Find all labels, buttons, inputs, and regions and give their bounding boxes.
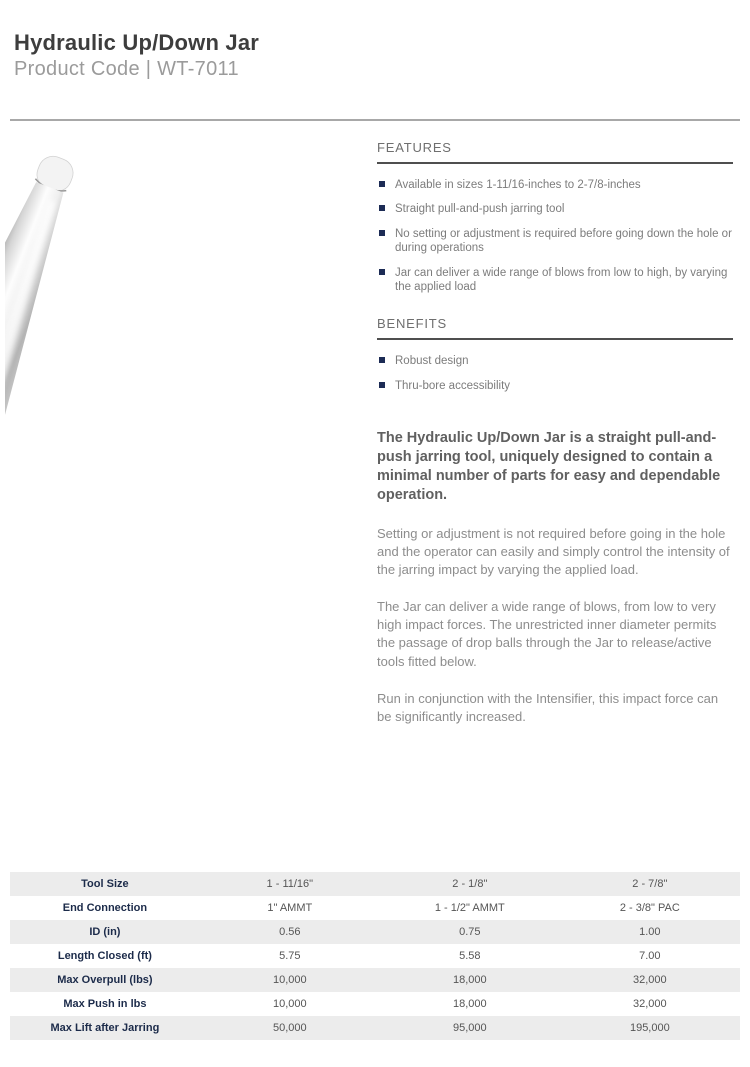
spec-value: 2 - 3/8" PAC — [619, 902, 680, 914]
page-title: Hydraulic Up/Down Jar — [14, 30, 260, 55]
table-row — [10, 992, 740, 1016]
benefit-text: Robust design — [395, 355, 469, 368]
spec-label: Max Push in lbs — [63, 998, 147, 1010]
features-heading: FEATURES — [377, 140, 733, 164]
benefits-heading: BENEFITS — [377, 316, 733, 340]
table-row — [10, 1016, 740, 1040]
feature-text: Available in sizes 1-11/16-inches to 2-7/8-inches — [395, 179, 641, 191]
table-row — [10, 944, 740, 968]
description-paragraph: Setting or adjustment is not required before going in the hole and the operator can easily and simply control the intensity of the jarring impact by varying the applied load. — [377, 525, 730, 577]
bullet-square-icon — [379, 269, 385, 275]
spec-value: 2 - 7/8" — [632, 878, 668, 890]
spec-label: Max Lift after Jarring — [50, 1022, 160, 1034]
bullet-square-icon — [379, 205, 385, 211]
spec-value: 32,000 — [633, 974, 667, 986]
feature-text: No setting or adjustment is required before going down the hole or during operations — [395, 227, 732, 255]
feature-text: Jar can deliver a wide range of blows from low to high, by varying the applied load — [395, 266, 728, 293]
product-image — [5, 132, 365, 752]
spec-value: 18,000 — [452, 998, 487, 1010]
bullet-square-icon — [379, 230, 385, 236]
bullet-square-icon — [379, 382, 385, 388]
spec-value: 0.75 — [459, 926, 481, 938]
spec-value: 32,000 — [633, 998, 667, 1010]
list-item — [377, 178, 733, 192]
table-row — [10, 872, 740, 896]
list-item — [377, 354, 733, 368]
table-row — [10, 896, 740, 920]
spec-value: 1 - 1/2" AMMT — [434, 902, 505, 914]
benefit-text: Thru-bore accessibility — [395, 379, 511, 392]
bullet-square-icon — [379, 181, 385, 187]
content-column — [377, 140, 733, 726]
jar-tool-render — [5, 140, 108, 729]
spec-value: 10,000 — [272, 998, 307, 1010]
bullet-square-icon — [379, 357, 385, 363]
list-item — [377, 227, 733, 256]
spec-value: 1.00 — [639, 926, 661, 938]
spec-label: Length Closed (ft) — [57, 950, 152, 962]
spec-value: 1" AMMT — [267, 902, 313, 914]
spec-value: 5.58 — [459, 950, 481, 962]
spec-value: 5.75 — [279, 950, 301, 962]
spec-value: 7.00 — [639, 950, 661, 962]
spec-value: 0.56 — [279, 926, 301, 938]
benefits-list — [377, 354, 733, 393]
table-row — [10, 968, 740, 992]
spec-value: 1 - 11/16" — [266, 878, 314, 890]
spec-value: 50,000 — [272, 1022, 307, 1034]
spec-value: 2 - 1/8" — [452, 878, 488, 890]
spec-table — [10, 872, 740, 1040]
spec-label: ID (in) — [89, 926, 121, 938]
list-item — [377, 379, 733, 393]
description-paragraph: The Jar can deliver a wide range of blows, from low to very high impact forces. The unrestricted inner diameter permits the passage of drop balls through the Jar to release/active tools fitted below. — [377, 599, 717, 669]
list-item — [377, 266, 733, 295]
description-lead: The Hydraulic Up/Down Jar is a straight pull-and-push jarring tool, uniquely designed to contain a minimal number of parts for easy and dependable operation. — [377, 430, 721, 504]
spec-value: 10,000 — [272, 974, 307, 986]
spec-value: 195,000 — [629, 1022, 670, 1034]
feature-text: Straight pull-and-push jarring tool — [395, 203, 565, 216]
table-row — [10, 920, 740, 944]
features-list — [377, 178, 733, 294]
list-item — [377, 202, 733, 216]
spec-label: Max Overpull (lbs) — [57, 974, 153, 986]
spec-label: End Connection — [62, 902, 148, 914]
header-divider — [10, 119, 740, 121]
product-code: Product Code | WT-7011 — [14, 58, 239, 80]
spec-value: 18,000 — [452, 974, 487, 986]
spec-value: 95,000 — [452, 1022, 487, 1034]
spec-label: Tool Size — [81, 878, 129, 890]
benefits-section — [377, 316, 733, 393]
description-paragraph: Run in conjunction with the Intensifier, this impact force can be significantly increased. — [377, 690, 719, 724]
